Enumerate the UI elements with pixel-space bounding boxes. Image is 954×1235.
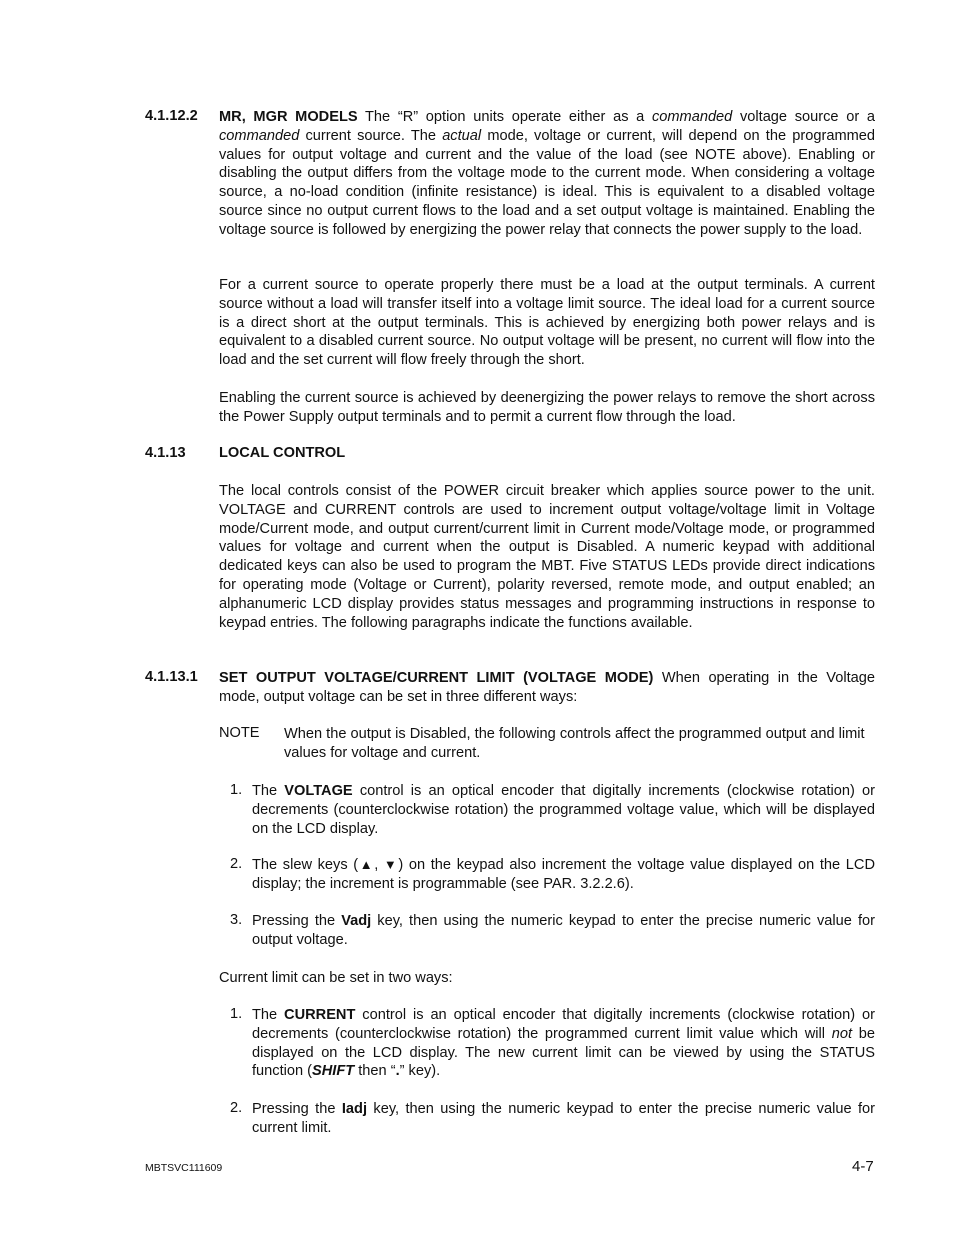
text-run: Pressing the xyxy=(252,913,342,929)
text-run: Pressing the xyxy=(252,1101,342,1117)
section-heading: MR, MGR MODELS xyxy=(219,109,358,125)
section-heading: SET OUTPUT VOLTAGE/CURRENT LIMIT (VOLTAGE MODE) xyxy=(219,670,654,686)
text-run: ” key). xyxy=(399,1063,441,1080)
section-number: 4.1.12.2 xyxy=(145,108,198,124)
text-run: Iadj xyxy=(341,1101,368,1117)
section-heading: LOCAL CONTROL xyxy=(219,445,346,461)
text-run: ▼ xyxy=(383,857,399,872)
note-text: When the output is Disabled, the following controls affect the programmed output and limit values for voltage and current. xyxy=(284,726,865,761)
section-number: 4.1.13.1 xyxy=(145,669,198,685)
text-run: key, then using the numeric keypad to enter the precise numeric value for current limit. xyxy=(252,1101,875,1136)
list-number: 1. xyxy=(230,1006,243,1022)
text-run: The slew keys ( xyxy=(252,857,359,873)
list-item xyxy=(252,1100,875,1138)
text-run: The xyxy=(252,1007,285,1023)
text-run: VOLTAGE xyxy=(284,783,353,799)
intro-text: When operating in the Voltage mode, output voltage can be set in three different ways: xyxy=(219,670,876,705)
note-label: NOTE xyxy=(219,725,260,741)
section-4-1-12-2-para-3: Enabling the current source is achieved by deenergizing the power relays to remove the short across the Power Supply output terminals and to permit a current flow through the load. xyxy=(219,390,875,425)
text-run: commanded xyxy=(219,127,300,144)
list-number: 2. xyxy=(230,1100,243,1116)
section-4-1-12-2-para-1 xyxy=(219,108,875,240)
text-run: mode, voltage or current, will depend on the programmed values for output voltage and current and the value of the load (see NOTE above). Enabling or disabling the output differs from the voltage mode to the current mode. When considering a voltage source, a no-load condition (infinite resistance) is ideal. This is equivalent to a disabled voltage source since no output current flows to the load and a set output voltage is maintained. Enabling the voltage source is followed by energizing the power relay that connects the power supply to the load. xyxy=(219,127,875,238)
text-run: Vadj xyxy=(341,913,372,929)
text-run: SHIFT xyxy=(312,1063,355,1080)
local-control-paragraph: The local controls consist of the POWER circuit breaker which applies source power to the unit. VOLTAGE and CURRENT controls are used to increment output voltage/voltage limit in Voltage mode/Current mode, and output current/current limit in Current mode/Voltage mode, or programmed values for voltage and current when the output is Disabled. A numeric keypad with additional dedicated keys can also be used to program the MBT. Five STATUS LEDs provide direct indications for operating mode (Voltage or Current), polarity reversed, remote mode, and output enabled; an alphanumeric LCD display provides status messages and programming instructions in response to keypad entries. The following paragraphs indicate the functions available. xyxy=(219,483,875,631)
current-limit-intro: Current limit can be set in two ways: xyxy=(219,970,453,986)
section-4-1-12-2-para-2: For a current source to operate properly there must be a load at the output terminals. A current source without a load will transfer itself into a voltage limit source. The ideal load for a current source is a direct short at the output terminals. This is achieved by energizing both power relays and is equivalent to a disabled current source. No output voltage will be present, no current will flow into the load and the set current will flow freely through the short. xyxy=(219,277,875,369)
section-number: 4.1.13 xyxy=(145,445,186,461)
list-item xyxy=(252,912,875,950)
text-run: be displayed on the LCD display. The new current limit can be viewed by using the STATUS function ( xyxy=(252,1025,875,1080)
text-run: The xyxy=(252,783,285,799)
list-number: 2. xyxy=(230,856,243,872)
text-run: . xyxy=(395,1063,400,1080)
text-run: control is an optical encoder that digitally increments (clockwise rotation) or decrements (counterclockwise rotation) the programmed current limit value which will xyxy=(252,1007,875,1042)
set-output-intro xyxy=(219,669,875,707)
list-item xyxy=(252,1006,875,1081)
text-run: voltage source or a xyxy=(732,109,875,125)
rich-text xyxy=(219,109,875,238)
text-run: The “R” option units operate either as a xyxy=(357,109,652,125)
list-number: 3. xyxy=(230,912,243,928)
list-item xyxy=(252,782,875,838)
text-run: current source. The xyxy=(299,127,443,144)
text-run: actual xyxy=(442,127,482,144)
text-run: commanded xyxy=(651,109,733,125)
list-item xyxy=(252,856,875,894)
document-id: MBTSVC111609 xyxy=(145,1162,223,1174)
text-run: then “ xyxy=(354,1063,396,1080)
text-run: CURRENT xyxy=(284,1007,356,1023)
text-run: not xyxy=(831,1025,853,1042)
text-run: ) on the keypad also increment the voltage value displayed on the LCD display; the increment is programmable (see PAR. 3.2.2.6). xyxy=(252,857,876,892)
page-number: 4-7 xyxy=(852,1158,874,1175)
text-run: ▲ xyxy=(358,857,375,872)
text-run: key, then using the numeric keypad to enter the precise numeric value for output voltage. xyxy=(252,913,875,948)
text-run: control is an optical encoder that digitally increments (clockwise rotation) or decrements (counterclockwise rotation) the programmed voltage value, which will be displayed on the LCD display. xyxy=(252,783,875,837)
text-run: , xyxy=(374,857,384,873)
list-number: 1. xyxy=(230,782,243,798)
